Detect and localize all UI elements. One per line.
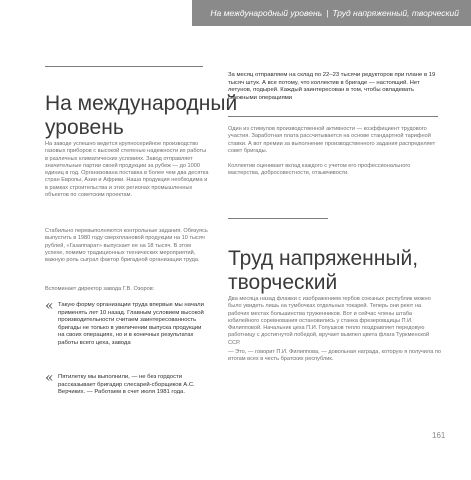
running-header [192, 0, 471, 26]
quote-mark-icon: « [45, 298, 54, 314]
left-section-title: На международный уровень [45, 92, 238, 140]
right-paragraph-4: — Это, — говорит П.И. Филиппова, — довольная награда, которую я получила по итогам всех в честь братских республик. [228, 349, 441, 363]
right-title-top-rule [228, 218, 328, 219]
callout-bottom-rule [228, 116, 438, 117]
right-section-title: Труд напряженный, творческий [228, 247, 419, 295]
quote-mark-icon: « [45, 370, 54, 386]
page-number: 161 [432, 431, 446, 440]
left-paragraph-3: Вспоминает директор завода Г.В. Озоров: [45, 286, 155, 292]
header-section: На международный уровень [210, 8, 323, 18]
header-separator: | [326, 8, 329, 18]
brigadier-quote: Пятилетку мы выполнили, — не без гордости рассказывает бригадир слесарей-сборщиков А.С. Верчиких. — Работаем в счет июля 1981 года. [58, 374, 195, 396]
right-callout-quote: За месяц отправляем на склад по 22–23 тысячи редукторов при плане в 19 тысяч штук. А все потому, что коллектив в бригаде — настоящий. Нет летунов, подырей. Каждый заинтересован в том, чтобы овладевать смежными операциями [228, 72, 436, 102]
left-title-top-rule [45, 66, 203, 67]
header-subsection: Труд напряженный, творческий [332, 8, 459, 18]
right-paragraph-1: Один из стимулов производственной активности — коэффициент трудового участия. Заработная плата рассчитывается на основе стандартной тарифной ставки. А вот премии за выполнение производственного задания распределяет совет бригады. [228, 126, 436, 154]
director-quote: Такую форму организации труда впервые мы начали применять лет 10 назад. Главным условием высокой производительности считаем заинтересованность бригады не только в увеличении выпуска продукции на своих операциях, но и в конечных результатах работы всего цеха, завода [58, 302, 204, 346]
right-paragraph-2: Коллектив оценивает вклад каждого с учетом его профессионального мастерства, добросовестности, отзывчивости. [228, 163, 411, 177]
right-paragraph-3: Два месяца назад флажки с изображением гербов союзных республик можно было увидеть лишь на тумбочках отдельных токарей. Теперь они реют на рабочих местах большинства труженников. Вот и сейчас члены штаба юбилейного соревнования остановились у станка фрезеровщицы П.И. Филипповой. Начальник цеха П.И. Голушков тепло поздравляет передовую работницу с достигнутой победой, вручает вымпел цвета флага Туркменской ССР. [228, 296, 431, 346]
left-paragraph-2: Стабильно перевыполняются контрольные задания. Обязуясь выпустить в 1980 году сверхплановой продукции на 10 тысяч рублей, «Газаппарат» выпускает ее на 18 тысяч. В этом успехе, помимо традиционных технических мероприятий, важную роль сыграл фактор бригадной организации труда. [45, 228, 208, 264]
left-paragraph-1: На заводе успешно ведется крупносерийное производство газовых приборов с высокой степенью надежности их работы в различных климатических условиях. Завод отправляет значительные партии своей продукции за рубеж — до 1000 единиц в год. Организована поставка в более чем два десятка стран Европы, Азии и Африки. Наша продукция необходима и в рамках строительства и этих регионах промышленных объектов по советским проектам. [45, 141, 209, 199]
